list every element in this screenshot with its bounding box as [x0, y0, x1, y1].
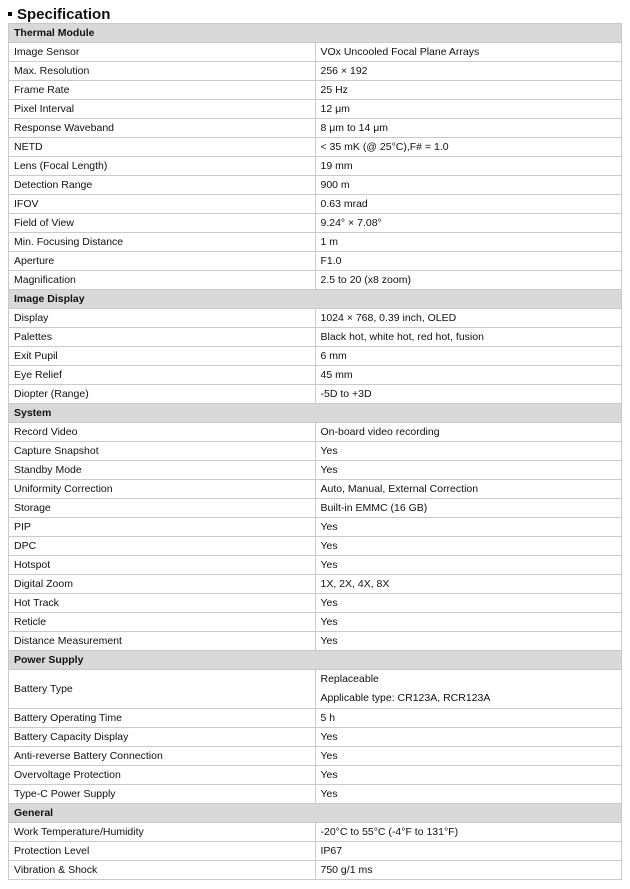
- spec-value: [315, 670, 622, 709]
- spec-value: 6 mm: [315, 347, 622, 366]
- table-row: [9, 309, 622, 328]
- spec-value: IP67: [315, 842, 622, 861]
- spec-value: 900 m: [315, 176, 622, 195]
- spec-value: 2.5 to 20 (x8 zoom): [315, 271, 622, 290]
- section-header: [9, 804, 622, 823]
- spec-value: Built-in EMMC (16 GB): [315, 499, 622, 518]
- spec-label: Uniformity Correction: [9, 480, 316, 499]
- spec-value: < 35 mK (@ 25°C),F# = 1.0: [315, 138, 622, 157]
- table-row: [9, 461, 622, 480]
- spec-label: Detection Range: [9, 176, 316, 195]
- spec-value: Yes: [315, 785, 622, 804]
- spec-value: 25 Hz: [315, 81, 622, 100]
- spec-table: [8, 23, 622, 880]
- spec-value: Yes: [315, 537, 622, 556]
- bullet-icon: [8, 12, 12, 16]
- table-row: [9, 499, 622, 518]
- table-row: [9, 366, 622, 385]
- spec-label: Field of View: [9, 214, 316, 233]
- table-row: [9, 594, 622, 613]
- spec-value: Yes: [315, 518, 622, 537]
- spec-label: Digital Zoom: [9, 575, 316, 594]
- spec-label: Anti-reverse Battery Connection: [9, 747, 316, 766]
- spec-value: 750 g/1 ms: [315, 861, 622, 880]
- spec-value: 12 μm: [315, 100, 622, 119]
- table-row: [9, 442, 622, 461]
- spec-label: Frame Rate: [9, 81, 316, 100]
- section-header: [9, 290, 622, 309]
- table-row: [9, 328, 622, 347]
- spec-value: 1X, 2X, 4X, 8X: [315, 575, 622, 594]
- spec-value: 8 μm to 14 μm: [315, 119, 622, 138]
- table-row: [9, 747, 622, 766]
- spec-label: Eye Relief: [9, 366, 316, 385]
- section-title: Power Supply: [9, 651, 622, 670]
- table-row: [9, 214, 622, 233]
- table-row: [9, 518, 622, 537]
- spec-value: Yes: [315, 594, 622, 613]
- spec-value-line: Applicable type: CR123A, RCR123A: [320, 692, 491, 704]
- table-row: [9, 632, 622, 651]
- table-row: [9, 556, 622, 575]
- spec-value: -5D to +3D: [315, 385, 622, 404]
- spec-value: 19 mm: [315, 157, 622, 176]
- table-row: [9, 100, 622, 119]
- table-row: [9, 157, 622, 176]
- spec-label: NETD: [9, 138, 316, 157]
- spec-label: Max. Resolution: [9, 62, 316, 81]
- spec-label: Protection Level: [9, 842, 316, 861]
- spec-value: -20°C to 55°C (-4°F to 131°F): [315, 823, 622, 842]
- spec-value: Black hot, white hot, red hot, fusion: [315, 328, 622, 347]
- spec-label: Palettes: [9, 328, 316, 347]
- spec-value: VOx Uncooled Focal Plane Arrays: [315, 43, 622, 62]
- table-row: [9, 480, 622, 499]
- spec-label: Standby Mode: [9, 461, 316, 480]
- spec-label: Display: [9, 309, 316, 328]
- spec-value: Yes: [315, 632, 622, 651]
- table-row: [9, 766, 622, 785]
- spec-label: Hot Track: [9, 594, 316, 613]
- spec-label: Lens (Focal Length): [9, 157, 316, 176]
- spec-label: Aperture: [9, 252, 316, 271]
- spec-label: Reticle: [9, 613, 316, 632]
- spec-value: Yes: [315, 728, 622, 747]
- table-row: [9, 823, 622, 842]
- table-row: [9, 81, 622, 100]
- table-row: [9, 271, 622, 290]
- section-title: General: [9, 804, 622, 823]
- table-row: [9, 138, 622, 157]
- spec-value: 256 × 192: [315, 62, 622, 81]
- table-row: [9, 423, 622, 442]
- spec-label: Diopter (Range): [9, 385, 316, 404]
- spec-label: Record Video: [9, 423, 316, 442]
- spec-value: 1024 × 768, 0.39 inch, OLED: [315, 309, 622, 328]
- spec-value: 5 h: [315, 709, 622, 728]
- table-row: [9, 43, 622, 62]
- section-title: Thermal Module: [9, 24, 622, 43]
- spec-label: IFOV: [9, 195, 316, 214]
- section-header: [9, 24, 622, 43]
- spec-label: Magnification: [9, 271, 316, 290]
- spec-label: Overvoltage Protection: [9, 766, 316, 785]
- spec-label: Image Sensor: [9, 43, 316, 62]
- page-title: Specification: [17, 5, 111, 23]
- table-row: [9, 861, 622, 880]
- spec-label: Distance Measurement: [9, 632, 316, 651]
- spec-label: Min. Focusing Distance: [9, 233, 316, 252]
- table-row: [9, 119, 622, 138]
- title-row: [8, 4, 110, 24]
- section-header: [9, 404, 622, 423]
- spec-value: Yes: [315, 461, 622, 480]
- spec-label: Battery Type: [9, 670, 316, 709]
- table-row: [9, 670, 622, 709]
- spec-value: 9.24° × 7.08°: [315, 214, 622, 233]
- spec-label: PIP: [9, 518, 316, 537]
- table-row: [9, 252, 622, 271]
- table-row: [9, 728, 622, 747]
- table-row: [9, 785, 622, 804]
- spec-value: Yes: [315, 556, 622, 575]
- spec-label: Exit Pupil: [9, 347, 316, 366]
- spec-label: Vibration & Shock: [9, 861, 316, 880]
- table-row: [9, 176, 622, 195]
- spec-value-line: Replaceable: [320, 673, 379, 685]
- spec-label: Pixel Interval: [9, 100, 316, 119]
- spec-value: 0.63 mrad: [315, 195, 622, 214]
- section-title: Image Display: [9, 290, 622, 309]
- spec-label: Storage: [9, 499, 316, 518]
- section-title: System: [9, 404, 622, 423]
- spec-label: Hotspot: [9, 556, 316, 575]
- spec-label: Capture Snapshot: [9, 442, 316, 461]
- table-row: [9, 385, 622, 404]
- spec-label: DPC: [9, 537, 316, 556]
- table-row: [9, 62, 622, 81]
- spec-label: Battery Capacity Display: [9, 728, 316, 747]
- section-header: [9, 651, 622, 670]
- spec-value: Yes: [315, 613, 622, 632]
- spec-value: Auto, Manual, External Correction: [315, 480, 622, 499]
- spec-value: F1.0: [315, 252, 622, 271]
- spec-label: Type-C Power Supply: [9, 785, 316, 804]
- spec-value: On-board video recording: [315, 423, 622, 442]
- spec-label: Battery Operating Time: [9, 709, 316, 728]
- table-row: [9, 842, 622, 861]
- spec-value: Yes: [315, 766, 622, 785]
- spec-label: Response Waveband: [9, 119, 316, 138]
- spec-value: 45 mm: [315, 366, 622, 385]
- spec-value: Yes: [315, 747, 622, 766]
- spec-value: Yes: [315, 442, 622, 461]
- table-row: [9, 613, 622, 632]
- table-row: [9, 195, 622, 214]
- table-row: [9, 575, 622, 594]
- table-row: [9, 233, 622, 252]
- spec-label: Work Temperature/Humidity: [9, 823, 316, 842]
- table-row: [9, 347, 622, 366]
- table-row: [9, 709, 622, 728]
- spec-value: 1 m: [315, 233, 622, 252]
- table-row: [9, 537, 622, 556]
